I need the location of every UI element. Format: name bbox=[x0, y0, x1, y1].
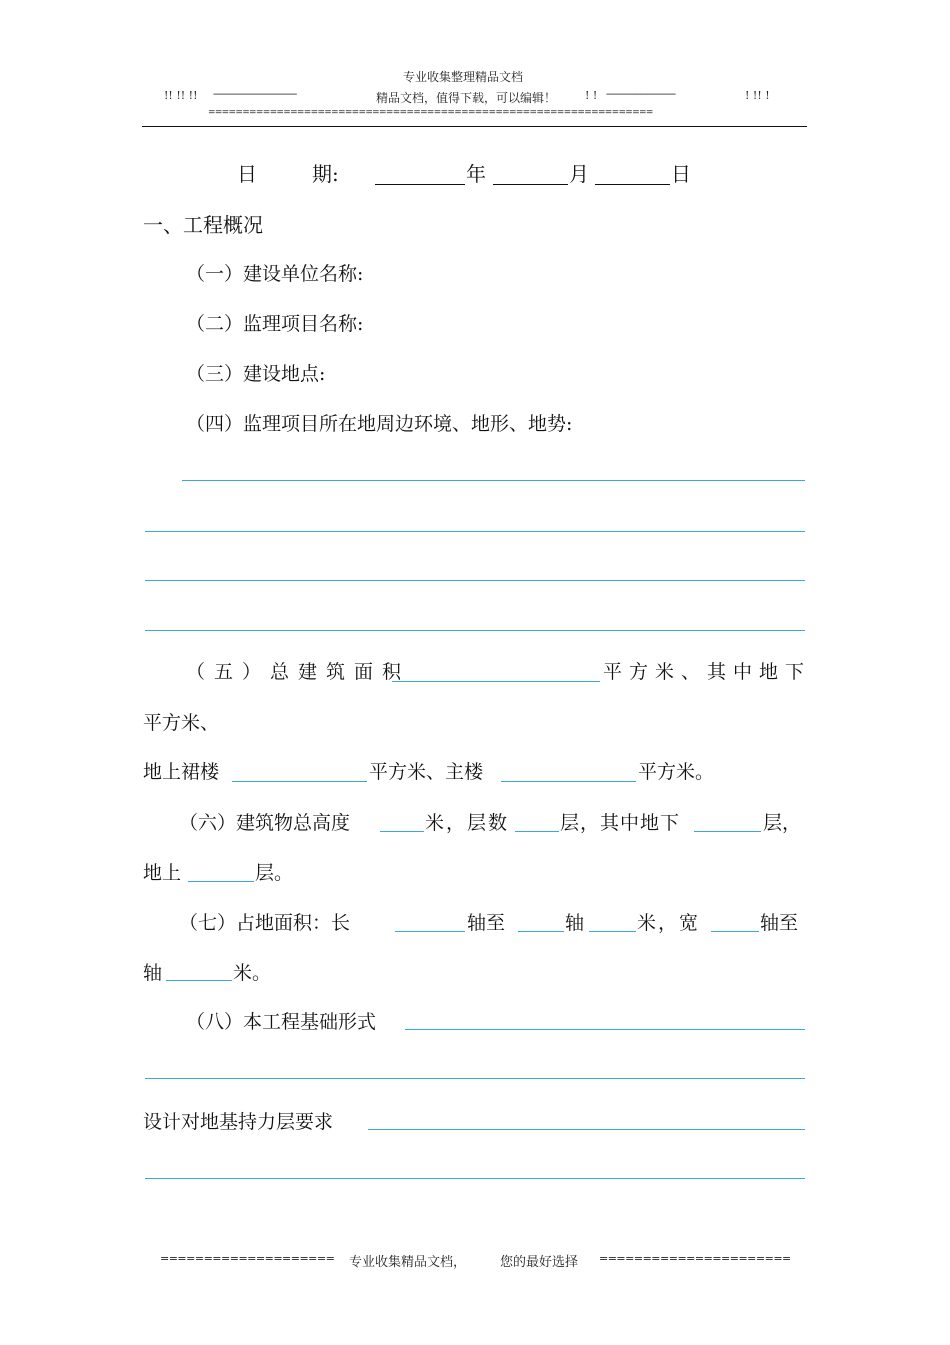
item-7-d: 米，宽 bbox=[637, 912, 701, 934]
item-9: 设计对地基持力层要求 bbox=[143, 1111, 334, 1133]
item-6-d: 层， bbox=[763, 812, 802, 834]
item-7-a: （七）占地面积：长 bbox=[179, 912, 351, 934]
item-5-line3-b: 平方米、主楼 bbox=[369, 761, 484, 783]
item-7-line2-a: 轴 bbox=[143, 962, 163, 984]
blank-line[interactable] bbox=[182, 480, 805, 481]
podium-area-blank[interactable] bbox=[232, 781, 367, 782]
item-6-c: 层，其中地下 bbox=[560, 812, 681, 834]
footer-equals-right: ====================== bbox=[599, 1252, 791, 1265]
item-7-b: 轴至 bbox=[467, 912, 506, 934]
header-marks-mid: ! ! bbox=[585, 89, 598, 102]
item-5-line3-c: 平方米。 bbox=[638, 761, 715, 783]
section-title: 一、工程概况 bbox=[143, 213, 263, 237]
date-year: 年 bbox=[466, 162, 486, 186]
header-title: 专业收集整理精品文档 bbox=[403, 70, 524, 84]
item-7-e: 轴至 bbox=[760, 912, 799, 934]
blank-line[interactable] bbox=[145, 630, 805, 631]
header-tagline: 精品文档，值得下载，可以编辑！ bbox=[376, 91, 557, 105]
date-label-qi: 期: bbox=[312, 162, 339, 186]
item-5-line2: 平方米、 bbox=[143, 712, 220, 734]
item-6-b: 米，层数 bbox=[425, 812, 510, 834]
footer-text-2: 您的最好选择 bbox=[500, 1255, 579, 1270]
header-dashes-right: ----------------------------- bbox=[606, 89, 675, 100]
length-axis-from-blank[interactable] bbox=[395, 931, 465, 932]
item-4: （四）监理项目所在地周边环境、地形、地势: bbox=[186, 413, 573, 435]
footer-text-1: 专业收集精品文档， bbox=[349, 1255, 467, 1270]
blank-line[interactable] bbox=[145, 1078, 805, 1079]
item-6-line2-b: 层。 bbox=[255, 862, 294, 884]
month-blank bbox=[493, 184, 568, 185]
height-blank[interactable] bbox=[380, 831, 424, 832]
basement-floors-blank[interactable] bbox=[694, 831, 761, 832]
length-meters-blank[interactable] bbox=[589, 931, 636, 932]
date-day: 日 bbox=[671, 162, 691, 186]
above-ground-floors-blank[interactable] bbox=[188, 881, 254, 882]
width-axis-from-blank[interactable] bbox=[711, 931, 759, 932]
total-area-blank[interactable] bbox=[392, 681, 600, 682]
item-6-line2-a: 地上 bbox=[143, 862, 182, 884]
item-8: （八）本工程基础形式 bbox=[186, 1011, 377, 1033]
blank-line[interactable] bbox=[145, 1178, 805, 1179]
header-equals: ================================================================= bbox=[208, 108, 653, 118]
item-5-line3-a: 地上裙楼 bbox=[143, 761, 220, 783]
footer-equals-left: ==================== bbox=[160, 1252, 335, 1265]
item-6-a: （六）建筑物总高度 bbox=[179, 812, 351, 834]
item-7-c: 轴 bbox=[565, 912, 585, 934]
header-dashes-left: ----------------------------------- bbox=[213, 89, 297, 100]
item-7-line2-b: 米。 bbox=[233, 962, 272, 984]
foundation-type-blank[interactable] bbox=[405, 1029, 805, 1030]
date-month: 月 bbox=[569, 162, 589, 186]
day-blank bbox=[595, 184, 670, 185]
floors-blank[interactable] bbox=[515, 831, 559, 832]
item-3: （三）建设地点: bbox=[186, 363, 326, 385]
item-5-suffix: 平方米、其中地下 bbox=[603, 661, 812, 683]
blank-line[interactable] bbox=[145, 580, 805, 581]
bearing-layer-blank[interactable] bbox=[368, 1129, 805, 1130]
year-blank bbox=[375, 184, 465, 185]
length-axis-to-blank[interactable] bbox=[518, 931, 564, 932]
width-meters-blank[interactable] bbox=[166, 980, 232, 981]
blank-line[interactable] bbox=[145, 531, 805, 532]
item-2: （二）监理项目名称: bbox=[186, 313, 364, 335]
date-label-ri: 日 bbox=[237, 162, 257, 186]
item-1: （一）建设单位名称: bbox=[186, 263, 364, 285]
item-5-prefix: （五）总建筑面积 bbox=[186, 661, 411, 683]
header-marks-right: ! !! ! bbox=[745, 89, 770, 102]
header-marks-left: !! !! !! bbox=[164, 89, 198, 102]
main-building-area-blank[interactable] bbox=[501, 781, 636, 782]
header-rule bbox=[142, 126, 807, 127]
